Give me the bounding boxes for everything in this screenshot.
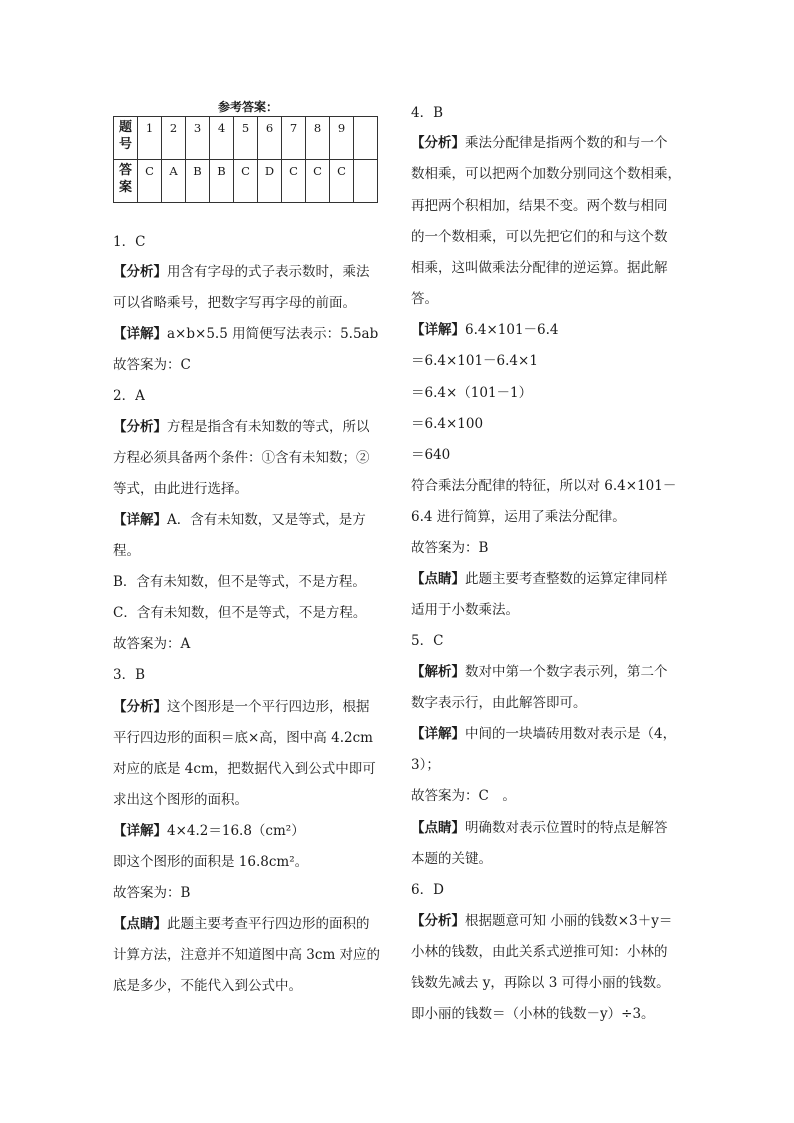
table-cell: 3 [186,117,210,160]
text-line: 的一个数相乘，可以先把它们的和与这个数 [411,229,668,245]
text-line: 底是多少，不能代入到公式中。 [113,978,302,994]
text-line: 【详解】4×4.2＝16.8（cm²） [113,823,305,839]
text-line: 故答案为：C [113,357,191,373]
text-line: 【点睛】此题主要考查平行四边形的面积的 [113,916,370,932]
text-line: 符合乘法分配律的特征，所以对 6.4×101－ [411,478,677,494]
text-line: 求出这个图形的面积。 [113,792,248,808]
text-line: 【点睛】此题主要考查整数的运算定律同样 [411,571,668,587]
text-line: 相乘，这叫做乘法分配律的逆运算。据此解 [411,260,668,276]
text-line: 故答案为：B [113,885,191,901]
text-line: 【分析】这个图形是一个平行四边形，根据 [113,699,370,715]
text-line: 【详解】a×b×5.5 用简便写法表示：5.5ab [113,326,379,342]
answer-heading: 参考答案： [218,100,279,114]
text-line: 【点睛】明确数对表示位置时的特点是解答 [411,820,668,836]
text-line: 再把两个积相加，结果不变。两个数与相同 [411,198,668,214]
answer-table [113,116,378,203]
text-line: 计算方法，注意并不知道图中高 3cm 对应的 [113,947,381,963]
text-line: 即小丽的钱数＝（小林的钱数－y）÷3。 [411,1006,655,1022]
table-row [114,117,378,160]
text-line: ＝6.4×100 [411,416,484,432]
text-line: 小林的钱数，由此关系式逆推可知：小林的 [411,944,668,960]
table-cell: 5 [234,117,258,160]
table-cell: C [234,160,258,203]
text-line: 故答案为：A [113,636,191,652]
text-line: C．含有未知数，但不是等式，不是方程。 [113,605,367,621]
text-line: ＝6.4×101－6.4×1 [411,353,538,369]
text-line: 平行四边形的面积＝底×高，图中高 4.2cm [113,730,373,746]
text-line: ＝640 [411,447,451,463]
table-cell: C [330,160,354,203]
text-line: 【解析】数对中第一个数字表示列，第二个 [411,664,668,680]
text-line: 对应的底是 4cm，把数据代入到公式中即可 [113,761,376,777]
text-line: 数字表示行，由此解答即可。 [411,695,587,711]
text-line: 2．A [113,388,145,404]
table-cell: 7 [282,117,306,160]
table-cell: 4 [210,117,234,160]
text-line: B．含有未知数，但不是等式，不是方程。 [113,574,366,590]
text-line: 1．C [113,234,146,250]
table-cell: B [210,160,234,203]
text-line: 【分析】用含有字母的式子表示数时，乘法 [113,264,370,280]
table-cell: C [138,160,162,203]
text-line: 本题的关键。 [411,851,492,867]
text-line: 答。 [411,291,438,307]
table-cell: A [162,160,186,203]
table-row [114,160,378,203]
table-cell: 1 [138,117,162,160]
table-cell: D [258,160,282,203]
text-line: 程。 [113,543,140,559]
text-line: 3）； [411,757,440,773]
text-line: 5．C [411,633,444,649]
text-line: 6．D [411,882,444,898]
text-line: 故答案为：B [411,540,489,556]
text-line: 【详解】A．含有未知数，又是等式，是方 [113,512,366,528]
text-line: 4．B [411,105,444,121]
table-cell [354,117,378,160]
text-line: 故答案为：C 。 [411,788,516,804]
text-line: 即这个图形的面积是 16.8cm²。 [113,854,309,870]
table-cell: C [306,160,330,203]
table-cell: 2 [162,117,186,160]
text-line: 等式，由此进行选择。 [113,481,248,497]
row-header-answer: 答 案 [114,160,138,203]
text-line: 方程必须具备两个条件：①含有未知数；② [113,450,370,466]
text-line: 【详解】6.4×101－6.4 [411,322,559,338]
table-cell: B [186,160,210,203]
text-line: 【分析】根据题意可知 小丽的钱数×3＋y＝ [411,913,673,929]
text-line: 可以省略乘号，把数字写再字母的前面。 [113,295,356,311]
table-cell: 8 [306,117,330,160]
table-cell: C [282,160,306,203]
text-line: 【分析】乘法分配律是指两个数的和与一个 [411,135,668,151]
text-line: 钱数先减去 y，再除以 3 可得小丽的钱数。 [411,975,670,991]
text-line: 【详解】中间的一块墙砖用数对表示是（4， [411,726,677,742]
text-line: 6.4 进行简算，运用了乘法分配律。 [411,509,626,525]
text-line: ＝6.4×（101－1） [411,385,533,401]
table-cell [354,160,378,203]
row-header-number: 题 号 [114,117,138,160]
text-line: 适用于小数乘法。 [411,602,519,618]
table-cell: 9 [330,117,354,160]
text-line: 【分析】方程是指含有未知数的等式，所以 [113,419,370,435]
text-line: 数相乘，可以把两个加数分别同这个数相乘， [411,166,681,182]
text-line: 3．B [113,667,146,683]
table-cell: 6 [258,117,282,160]
